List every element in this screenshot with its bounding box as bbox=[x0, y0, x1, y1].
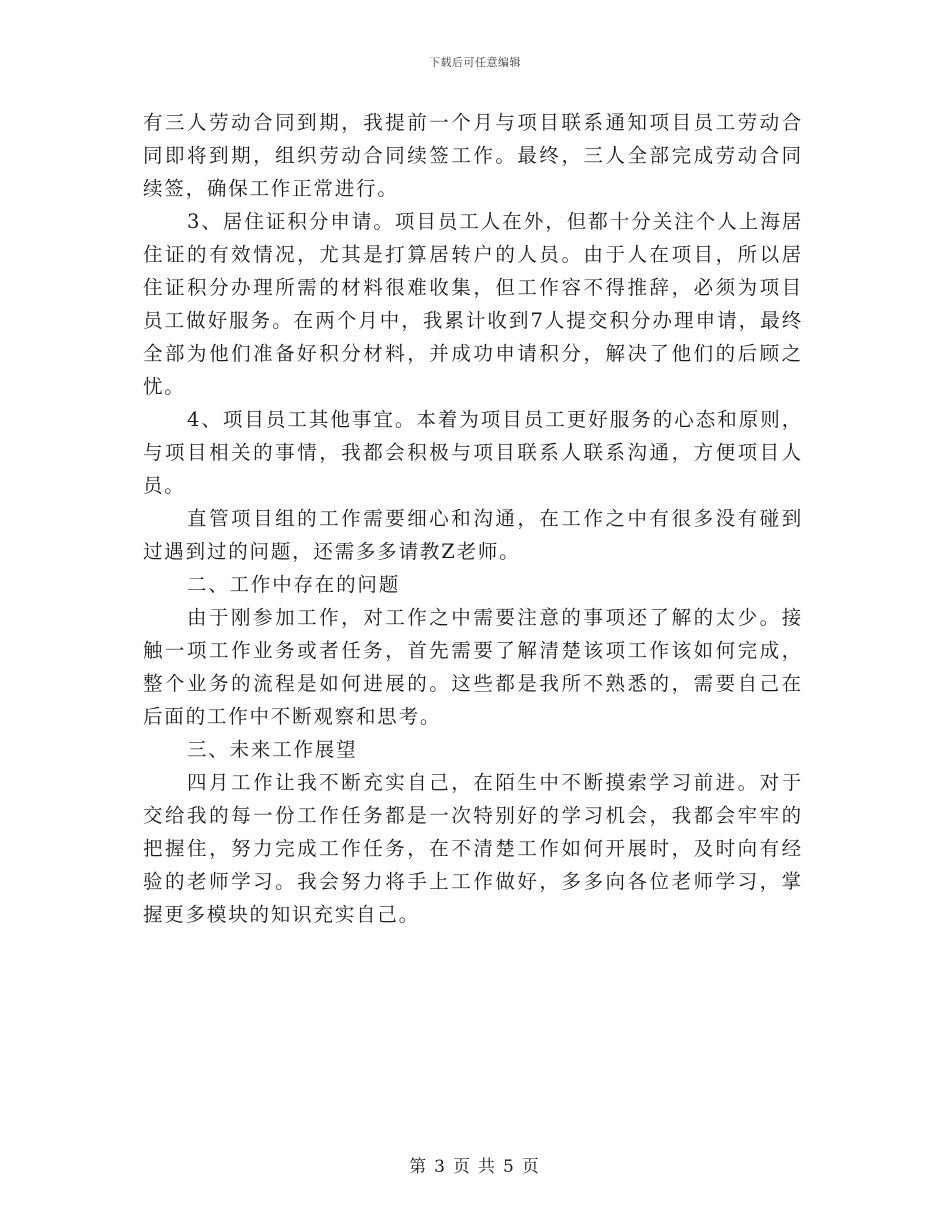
paragraph-direct-management: 直管项目组的工作需要细心和沟通，在工作之中有很多没有碰到过遇到过的问题，还需多多请教Z老师。 bbox=[143, 507, 803, 563]
paragraph-residence-permit: 3、居住证积分申请。项目员工人在外，但都十分关注个人上海居住证的有效情况，尤其是打算居转户的人员。由于人在项目，所以居住证积分办理所需的材料很难收集，但工作容不得推辞，必须为项目员工做好服务。在两个月中，我累计收到7人提交积分办理申请，最终全部为他们准备好积分材料，并成功申请积分，解决了他们的后顾之忧。 bbox=[143, 210, 803, 398]
page-mid-label: 页 bbox=[453, 1157, 472, 1177]
page-current-number: 3 bbox=[434, 1157, 447, 1177]
page-suffix: 页 bbox=[521, 1157, 541, 1177]
section-heading-problems: 二、工作中存在的问题 bbox=[187, 573, 401, 596]
paragraph-contract-renewal: 有三人劳动合同到期，我提前一个月与项目联系通知项目员工劳动合同即将到期，组织劳动合同续签工作。最终，三人全部完成劳动合同续签，确保工作正常进行。 bbox=[143, 111, 803, 200]
paragraph-problems: 由于刚参加工作，对工作之中需要注意的事项还了解的太少。接触一项工作业务或者任务，首先需要了解清楚该项工作该如何完成，整个业务的流程是如何进展的。这些都是我所不熟悉的，需要自己在后面的工作中不断观察和思考。 bbox=[143, 606, 803, 728]
page-total-number: 5 bbox=[503, 1157, 516, 1177]
page-header-note: 下载后可任意编辑 bbox=[429, 56, 521, 69]
paragraph-other-matters: 4、项目员工其他事宜。本着为项目员工更好服务的心态和原则，与项目相关的事情，我都会积极与项目联系人联系沟通，方便项目人员。 bbox=[143, 408, 803, 497]
document-body bbox=[143, 106, 803, 931]
paragraph-outlook: 四月工作让我不断充实自己，在陌生中不断摸索学习前进。对于交给我的每一份工作任务都是一次特别好的学习机会，我都会牢牢的把握住，努力完成工作任务，在不清楚工作如何开展时，及时向有经验的老师学习。我会努力将手上工作做好，多多向各位老师学习，掌握更多模块的知识充实自己。 bbox=[143, 771, 803, 926]
section-heading-outlook: 三、未来工作展望 bbox=[187, 738, 358, 761]
page-prefix: 第 bbox=[409, 1157, 429, 1177]
page-total-prefix: 共 bbox=[478, 1157, 497, 1177]
page-footer bbox=[0, 1152, 950, 1177]
